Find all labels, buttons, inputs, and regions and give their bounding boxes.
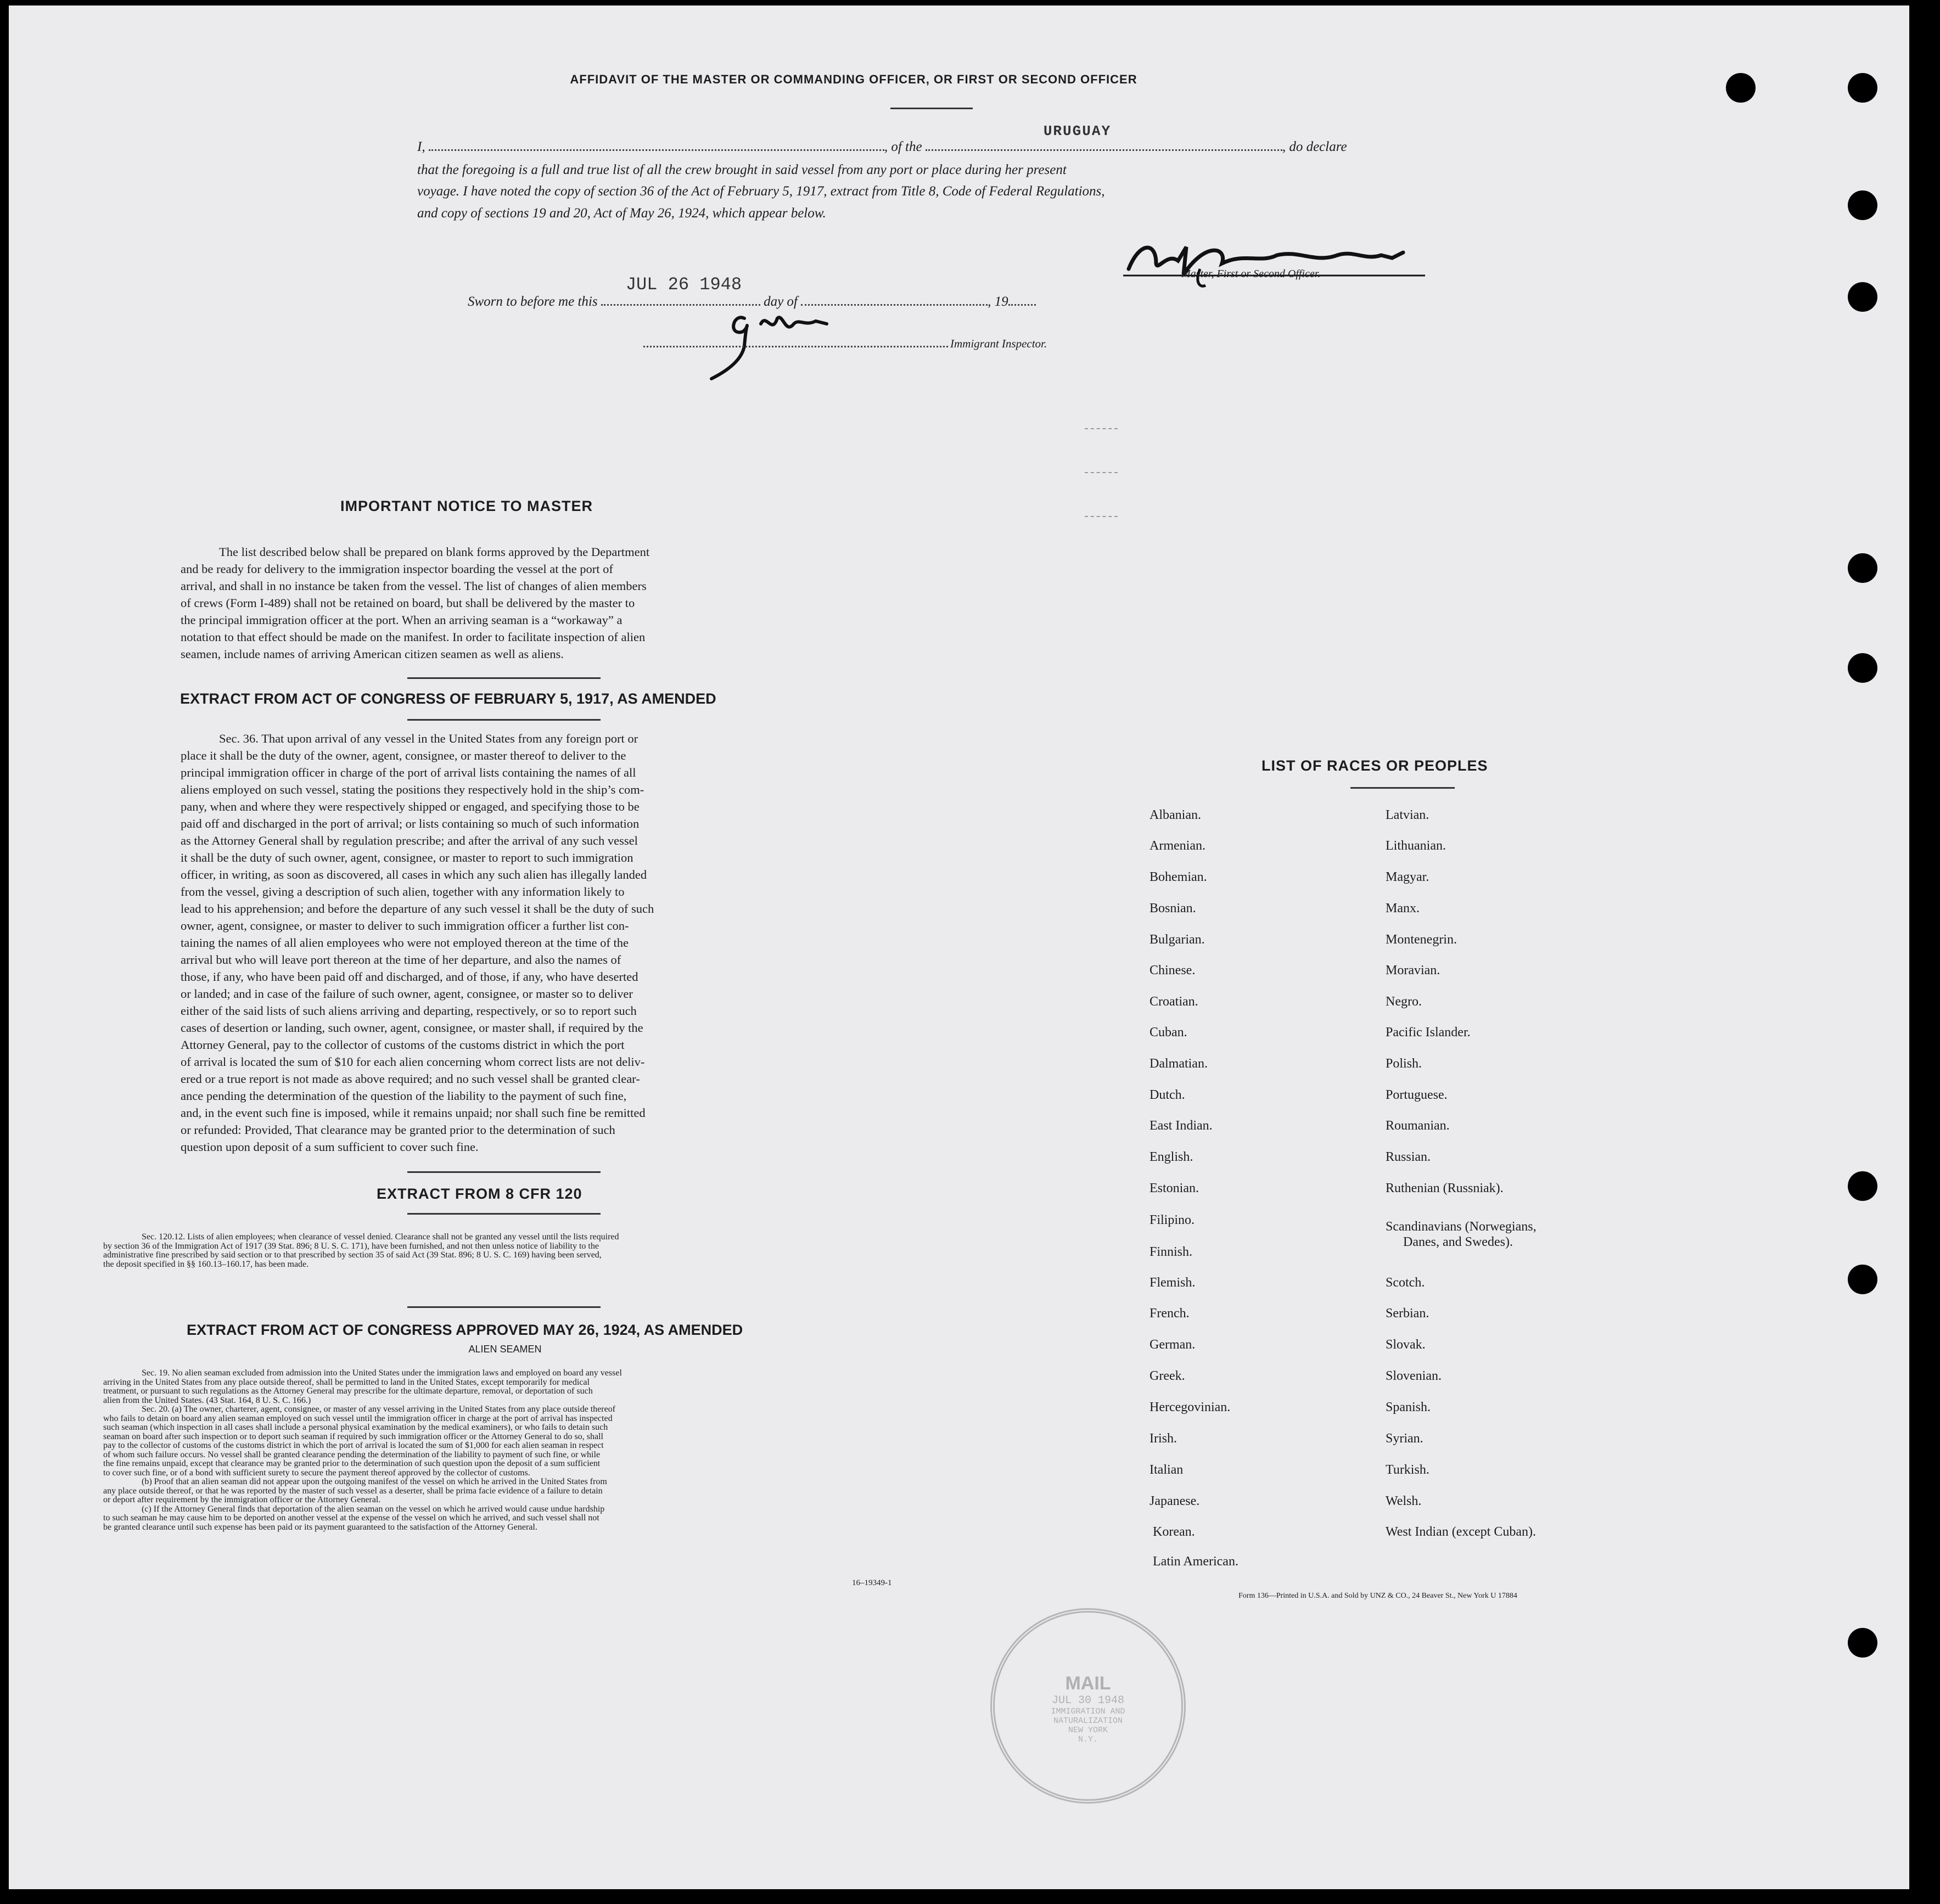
act-line: paid off and discharged in the port of arrival; or lists containing so much of such information: [181, 817, 640, 830]
race-item: West Indian (except Cuban).: [1386, 1525, 1536, 1539]
race-item: Slovak.: [1386, 1338, 1426, 1352]
act-1924-line: the fine remains unpaid, except that clearance may be granted prior to the determination of such question upon the deposit of a sum sufficient: [103, 1459, 601, 1468]
notice-line: and be ready for delivery to the immigration inspector boarding the vessel at the port of: [181, 562, 613, 576]
race-item: Bohemian.: [1150, 870, 1207, 884]
notice-line: arrival, and shall in no instance be taken from the vessel. The list of changes of alien members: [181, 579, 647, 593]
race-item: Hercegovinian.: [1150, 1400, 1231, 1414]
race-item: Slovenian.: [1386, 1369, 1442, 1383]
notice-line: of crews (Form I-489) shall not be retained on board, but shall be delivered by the master to: [181, 596, 635, 610]
race-item: Danes, and Swedes).: [1403, 1235, 1513, 1249]
act-1924-line: be granted clearance until such expense has been paid or its payment guaranteed to the satisfaction of the Attorney General.: [103, 1522, 537, 1532]
punch-hole: [1726, 73, 1756, 103]
stamp-line: IMMIGRATION AND: [1051, 1707, 1125, 1716]
race-item: Negro.: [1386, 995, 1422, 1009]
race-item: Dutch.: [1150, 1088, 1185, 1102]
cfr-paragraph: [103, 1233, 905, 1269]
notice-line: the principal immigration officer at the port. When an arriving seaman is a “workaway” a: [181, 613, 623, 627]
act-line: principal immigration officer in charge of the port of arrival lists containing the names of all: [181, 766, 636, 779]
punch-hole: [1848, 190, 1877, 220]
race-item: Syrian.: [1386, 1431, 1423, 1446]
act-line: question upon deposit of a sum sufficient to cover such fine.: [181, 1140, 479, 1154]
race-item: Moravian.: [1386, 963, 1440, 978]
notice-line: notation to that effect should be made on the manifest. In order to facilitate inspection of alien: [181, 630, 646, 644]
race-item: Estonian.: [1150, 1181, 1199, 1195]
vessel-name: URUGUAY: [1043, 123, 1112, 139]
act-line: place it shall be the duty of the owner, agent, consignee, or master thereof to deliver to the: [181, 749, 626, 762]
race-item: Korean.: [1153, 1525, 1195, 1539]
affidavit-line-1: that the foregoing is a full and true list of all the crew brought in said vessel from any port or place during her present: [417, 162, 1067, 177]
act-1924-line: Sec. 19. No alien seaman excluded from admission into the United States under the immigration laws and employed on board any vessel: [142, 1368, 622, 1378]
act-line: aliens employed on such vessel, stating the positions they respectively hold in the ship’s com-: [181, 783, 644, 796]
race-item: Flemish.: [1150, 1276, 1196, 1290]
document-page: [9, 5, 1909, 1889]
year-blank: [1008, 291, 1036, 306]
act-1924-line: (b) Proof that an alien seaman did not appear upon the outgoing manifest of the vessel on which he arrived in the United States from: [142, 1477, 607, 1486]
act-1917-heading: EXTRACT FROM ACT OF CONGRESS OF FEBRUARY 5, 1917, AS AMENDED: [180, 690, 716, 707]
race-item: Filipino.: [1150, 1213, 1195, 1227]
act-line: Sec. 36. That upon arrival of any vessel in the United States from any foreign port or: [219, 732, 638, 745]
affidavit-line-3: and copy of sections 19 and 20, Act of May 26, 1924, which appear below.: [417, 206, 826, 221]
act-1924-line: seaman on board after such inspection or to deport such seaman if required by such immigration officer or the Attorney General to do so, shall: [103, 1431, 603, 1441]
race-item: Welsh.: [1386, 1494, 1422, 1508]
section-rule: [407, 1171, 601, 1173]
races-heading: LIST OF RACES OR PEOPLES: [1261, 757, 1488, 774]
race-item: Chinese.: [1150, 963, 1196, 978]
act-line: lead to his apprehension; and before the departure of any such vessel it shall be the duty of such: [181, 902, 654, 916]
act-1924-line: to such seaman he may cause him to be deported on another vessel at the expense of the vessel on which he arrived, and such vessel shall not: [103, 1513, 599, 1523]
act-1924-line: arriving in the United States from any place outside thereof, shall be permitted to land in the United States, except temporarily for medical: [103, 1377, 590, 1387]
race-item: Irish.: [1150, 1431, 1177, 1446]
race-item: German.: [1150, 1338, 1196, 1352]
act-1924-heading: EXTRACT FROM ACT OF CONGRESS APPROVED MAY 26, 1924, AS AMENDED: [187, 1322, 743, 1338]
stamp-line: NEW YORK: [1068, 1726, 1108, 1735]
master-signature: [1118, 231, 1431, 291]
act-1924-line: to cover such fine, or of a bond with sufficient surety to secure the payment thereof approved by the collector of customs.: [103, 1468, 530, 1478]
section-rule: [407, 1213, 601, 1215]
race-item: Magyar.: [1386, 870, 1429, 884]
affidavit-declaration-line: [417, 123, 1347, 155]
race-item: Lithuanian.: [1386, 839, 1446, 853]
act-line: owner, agent, consignee, or master to deliver to such immigration officer a further list con-: [181, 919, 629, 933]
affidavit-heading: AFFIDAVIT OF THE MASTER OR COMMANDING OFFICER, OR FIRST OR SECOND OFFICER: [570, 72, 1137, 86]
race-item: Albanian.: [1150, 808, 1201, 822]
form-imprint: Form 136—Printed in U.S.A. and Sold by UNZ & CO., 24 Beaver St., New York U 17884: [1238, 1592, 1517, 1600]
punch-hole: [1848, 282, 1877, 312]
race-item: Bosnian.: [1150, 901, 1196, 916]
race-item: Spanish.: [1386, 1400, 1431, 1414]
affidavit-line-2: voyage. I have noted the copy of section 36 of the Act of February 5, 1917, extract from Title 8, Code of Federal Regulations,: [417, 184, 1105, 199]
act-line: ance pending the determination of the question of the liability to the payment of such fine,: [181, 1089, 627, 1103]
race-item: Cuban.: [1150, 1025, 1187, 1040]
stamp-line: NATURALIZATION: [1053, 1716, 1123, 1726]
act-1924-line: (c) If the Attorney General finds that deportation of the alien seaman on the vessel on which he arrived would cause undue hardship: [142, 1504, 605, 1514]
race-item: Dalmatian.: [1150, 1057, 1208, 1071]
cfr-line: by section 36 of the Immigration Act of 1917 (39 Stat. 896; 8 U. S. C. 171), have been furnished, and not then unless notice of liability to the: [103, 1241, 599, 1251]
act-1917-paragraph: [181, 730, 816, 1155]
act-line: of arrival is located the sum of $10 for each alien concerning whom correct lists are not deliv-: [181, 1055, 645, 1069]
stamp-line: N.Y.: [1078, 1735, 1098, 1744]
race-item: Bulgarian.: [1150, 933, 1205, 947]
race-item: Finnish.: [1150, 1245, 1193, 1259]
cfr-line: administrative fine prescribed by said section or to that prescribed by section 35 of said Act (39 Stat. 896; 8 U. S. C. 169) having been served,: [103, 1250, 602, 1260]
act-1924-line: or deport after requirement by the immigration officer or the Attorney General.: [103, 1495, 381, 1504]
act-1924-line: pay to the collector of customs of the customs district in which the port of arrival is located the sum of $1,000 for each alien seaman in respect: [103, 1441, 604, 1450]
year-prefix: , 19: [988, 294, 1008, 309]
act-line: officer, in writing, as soon as discovered, all cases in which any such alien has illegally landed: [181, 868, 647, 881]
heading-rule: [890, 108, 973, 109]
cfr-line: the deposit specified in §§ 160.13–160.17, has been made.: [103, 1259, 309, 1269]
race-item: Serbian.: [1386, 1306, 1429, 1321]
act-1924-line: who fails to detain on board any alien seaman employed on such vessel until the immigration officer in charge at the port of arrival has inspected: [103, 1413, 613, 1423]
race-item: English.: [1150, 1150, 1193, 1164]
race-item: Roumanian.: [1386, 1119, 1450, 1133]
race-item: Armenian.: [1150, 839, 1206, 853]
of-the-label: , of the: [884, 139, 922, 154]
act-line: and, in the event such fine is imposed, while it remains unpaid; nor shall such fine be remitted: [181, 1106, 646, 1120]
act-line: either of the said lists of such aliens arriving and departing, respectively, or so to report such: [181, 1004, 637, 1018]
punch-hole: [1848, 553, 1877, 583]
race-item: East Indian.: [1150, 1119, 1213, 1133]
act-line: pany, when and where they were respectively shipped or engaged, and specifying those to be: [181, 800, 640, 813]
stamp-mail: MAIL: [1065, 1673, 1111, 1694]
race-item: Portuguese.: [1386, 1088, 1448, 1102]
act-1924-subheading: ALIEN SEAMEN: [468, 1344, 542, 1355]
cfr-line: Sec. 120.12. Lists of alien employees; when clearance of vessel denied. Clearance shall not be granted any vessel until the lists required: [142, 1232, 619, 1242]
race-item: Greek.: [1150, 1369, 1185, 1383]
act-1924-line: any place outside thereof, or that he was reported by the master of such vessel as a deserter, shall be prima facie evidence of a failure to detain: [103, 1486, 603, 1496]
race-item: French.: [1150, 1306, 1190, 1321]
act-line: as the Attorney General shall by regulation prescribe; and after the arrival of any such vessel: [181, 834, 638, 847]
do-declare-label: , do declare: [1282, 139, 1347, 154]
notice-line: seamen, include names of arriving American citizen seamen as well as aliens.: [181, 647, 564, 661]
name-blank: [429, 136, 884, 151]
faint-mark: [1085, 428, 1118, 429]
section-rule: [407, 719, 601, 721]
act-line: it shall be the duty of such owner, agent, consignee, or master to report to such immigration: [181, 851, 633, 864]
notice-line: The list described below shall be prepared on blank forms approved by the Department: [219, 545, 650, 559]
inspector-blank: [643, 333, 948, 347]
inspector-label: Immigrant Inspector.: [950, 337, 1047, 350]
section-rule: [407, 1306, 601, 1308]
notice-paragraph: [181, 543, 816, 662]
act-1924-line: alien from the United States. (43 Stat. 164, 8 U. S. C. 166.): [103, 1395, 311, 1405]
notice-heading: IMPORTANT NOTICE TO MASTER: [340, 498, 593, 514]
act-1924-line: such seaman (which inspection in all cases shall include a personal physical examination by the medical examiners), or who fails to detain such: [103, 1423, 608, 1432]
sworn-label: Sworn to before me this: [468, 294, 598, 309]
act-line: cases of desertion or landing, such owner, agent, consignee, or master shall, if required by the: [181, 1021, 643, 1035]
race-item: Manx.: [1386, 901, 1420, 916]
punch-hole: [1848, 1628, 1877, 1658]
race-item: Pacific Islander.: [1386, 1025, 1471, 1040]
act-line: or landed; and in case of the failure of such owner, agent, consignee, or master so to deliver: [181, 987, 633, 1001]
faint-mark: [1085, 516, 1118, 517]
act-1924-paragraph: [103, 1369, 905, 1532]
race-item: Montenegrin.: [1386, 933, 1457, 947]
section-rule: [1350, 787, 1455, 789]
punch-hole: [1848, 653, 1877, 683]
master-caption: Master, First or Second Officer.: [1181, 268, 1321, 280]
act-line: Attorney General, pay to the collector of customs of the customs district in which the port: [181, 1038, 625, 1052]
race-item: Scandinavians (Norwegians,: [1386, 1220, 1537, 1234]
race-item: Italian: [1150, 1463, 1184, 1477]
stamp-date: JUL 30 1948: [1051, 1694, 1125, 1707]
act-line: those, if any, who have been paid off and discharged, and of those, if any, who have deserted: [181, 970, 638, 984]
race-item: Croatian.: [1150, 995, 1198, 1009]
act-line: from the vessel, giving a description of such alien, together with any information likely to: [181, 885, 625, 898]
punch-hole: [1848, 1265, 1877, 1294]
inspector-line: [643, 333, 1047, 351]
race-item: Ruthenian (Russniak).: [1386, 1181, 1504, 1195]
day-of-label: day of: [764, 294, 798, 309]
race-item: Japanese.: [1150, 1494, 1200, 1508]
receiving-stamp: [990, 1608, 1186, 1804]
punch-hole: [1848, 73, 1877, 103]
act-1924-line: treatment, or pursuant to such regulations as the Attorney General may prescribe for the ultimate departure, removal, or deportation of such: [103, 1386, 593, 1396]
vessel-blank: [926, 123, 1282, 151]
act-line: taining the names of all alien employees who were not employed thereon at the time of the: [181, 936, 629, 950]
sworn-date-stamp: JUL 26 1948: [625, 274, 742, 295]
race-item: Scotch.: [1386, 1276, 1425, 1290]
act-1924-line: Sec. 20. (a) The owner, charterer, agent, consignee, or master of any vessel arriving in the United States from any place outside thereof: [142, 1405, 615, 1414]
i-label: I,: [417, 139, 425, 154]
race-item: Latin American.: [1153, 1554, 1238, 1569]
act-line: arrival but who will leave port thereon at the time of her departure, and also the names of: [181, 953, 621, 967]
act-1924-line: of whom such failure occurs. No vessel shall be granted clearance pending the determination of the liability to payment of such fine, or while: [103, 1450, 601, 1459]
faint-mark: [1085, 472, 1118, 473]
punch-hole: [1848, 1171, 1877, 1201]
race-item: Latvian.: [1386, 808, 1429, 822]
race-item: Russian.: [1386, 1150, 1431, 1164]
race-item: Turkish.: [1386, 1463, 1429, 1477]
cfr-heading: EXTRACT FROM 8 CFR 120: [377, 1186, 582, 1202]
race-item: Polish.: [1386, 1057, 1422, 1071]
act-line: ered or a true report is not made as above required; and no such vessel shall be granted clear-: [181, 1072, 640, 1086]
section-rule: [407, 677, 601, 679]
act-line: or refunded: Provided, That clearance may be granted prior to the determination of such: [181, 1123, 615, 1137]
form-code: 16–19349-1: [852, 1579, 892, 1587]
